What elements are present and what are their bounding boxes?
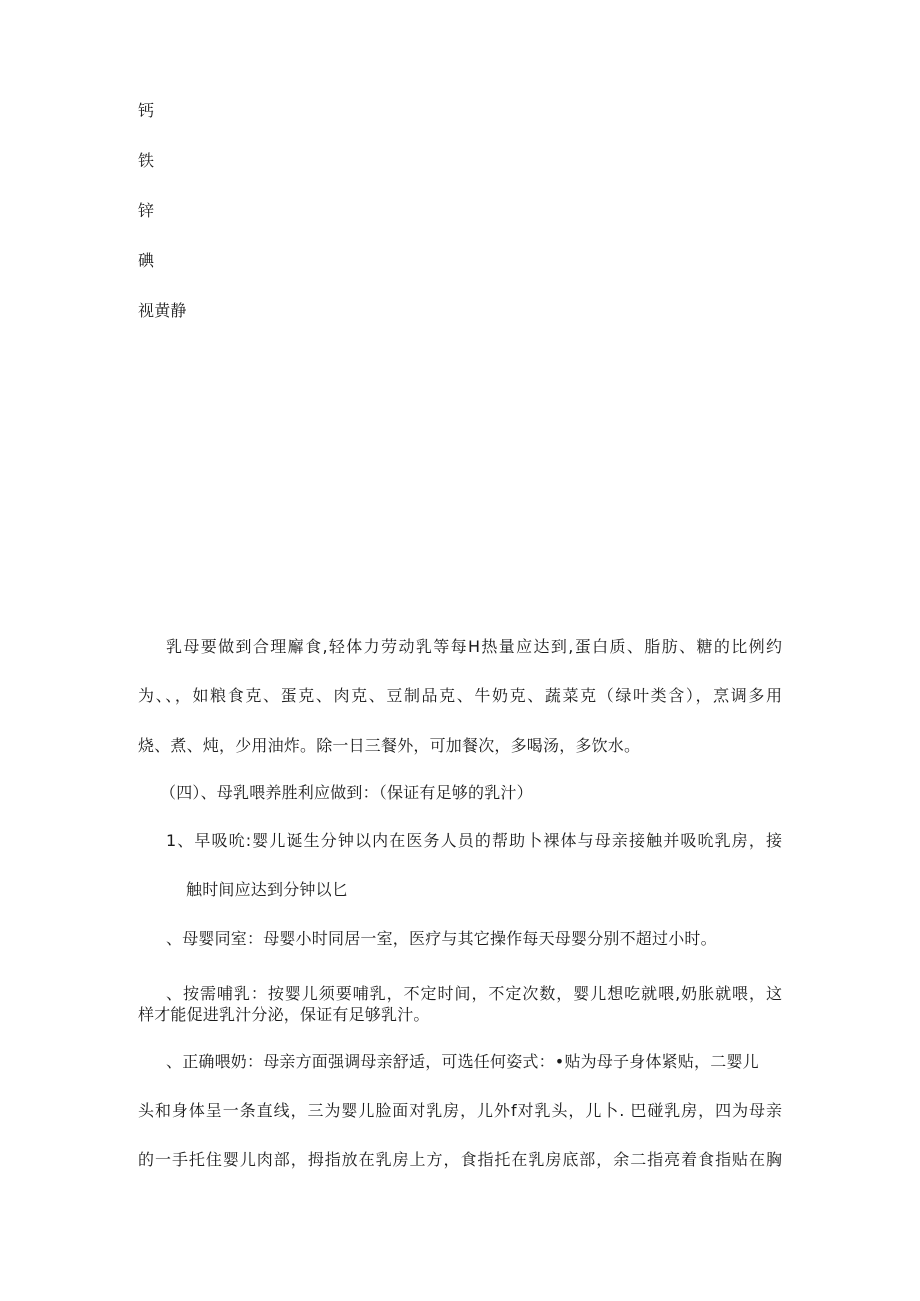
mineral-iron: 铁 [138,151,155,170]
diet-paragraph-line-3: 烧、煮、炖，少用油炸。除一日三餐外，可加餐次，多喝汤，多饮水。 [138,736,641,755]
on-demand-feeding-line-2: 样才能促进乳汁分泌，保证有足够乳汁。 [138,1005,430,1024]
early-suckling-line-2: 触时间应达到分钟以匕 [186,880,349,899]
correct-feeding-line-2: 头和身体呈一条直线，三为婴儿脸面对乳房，儿外f对乳头，儿卜. 巴碰乳房，四为母亲 [138,1101,782,1120]
vitamin-retinol: 视黄静 [138,301,187,320]
section-heading-breastfeeding: （四）、母乳喂养胜利应做到：（保证有足够的乳汁） [160,783,533,802]
diet-paragraph-line-2: 为、、，如粮食克、蛋克、肉克、豆制品克、牛奶克、蔬菜克（绿叶类含），烹调多用 [138,686,782,705]
rooming-in-item: 、母婴同室：母婴小时同居一室，医疗与其它操作每天母婴分别不超过小时。 [166,929,717,948]
correct-feeding-line-3: 的一手托住婴儿肉部，拇指放在乳房上方，食指托在乳房底部，余二指亮着食指贴在胸 [138,1150,782,1169]
diet-paragraph-line-1: 乳母要做到合理廨食,轻体力劳动乳等每H热量应达到,蛋白质、脂肪、糖的比例约 [166,637,782,656]
correct-feeding-line-1: 、正确喂奶：母亲方面强调母亲舒适，可选任何姿式：•贴为母子身体紧贴，二婴儿 [166,1052,759,1071]
mineral-zinc: 锌 [138,201,155,220]
early-suckling-line-1: 1、早吸吮:婴儿诞生分钟以内在医务人员的帮助卜裸体与母亲接触并吸吮乳房，接 [166,831,782,850]
mineral-iodine: 碘 [138,251,155,270]
mineral-calcium: 钙 [138,101,155,120]
on-demand-feeding-line-1: 、按需哺乳：按婴儿须要哺乳，不定时间，不定次数，婴儿想吃就喂,奶胀就喂，这 [166,984,782,1003]
